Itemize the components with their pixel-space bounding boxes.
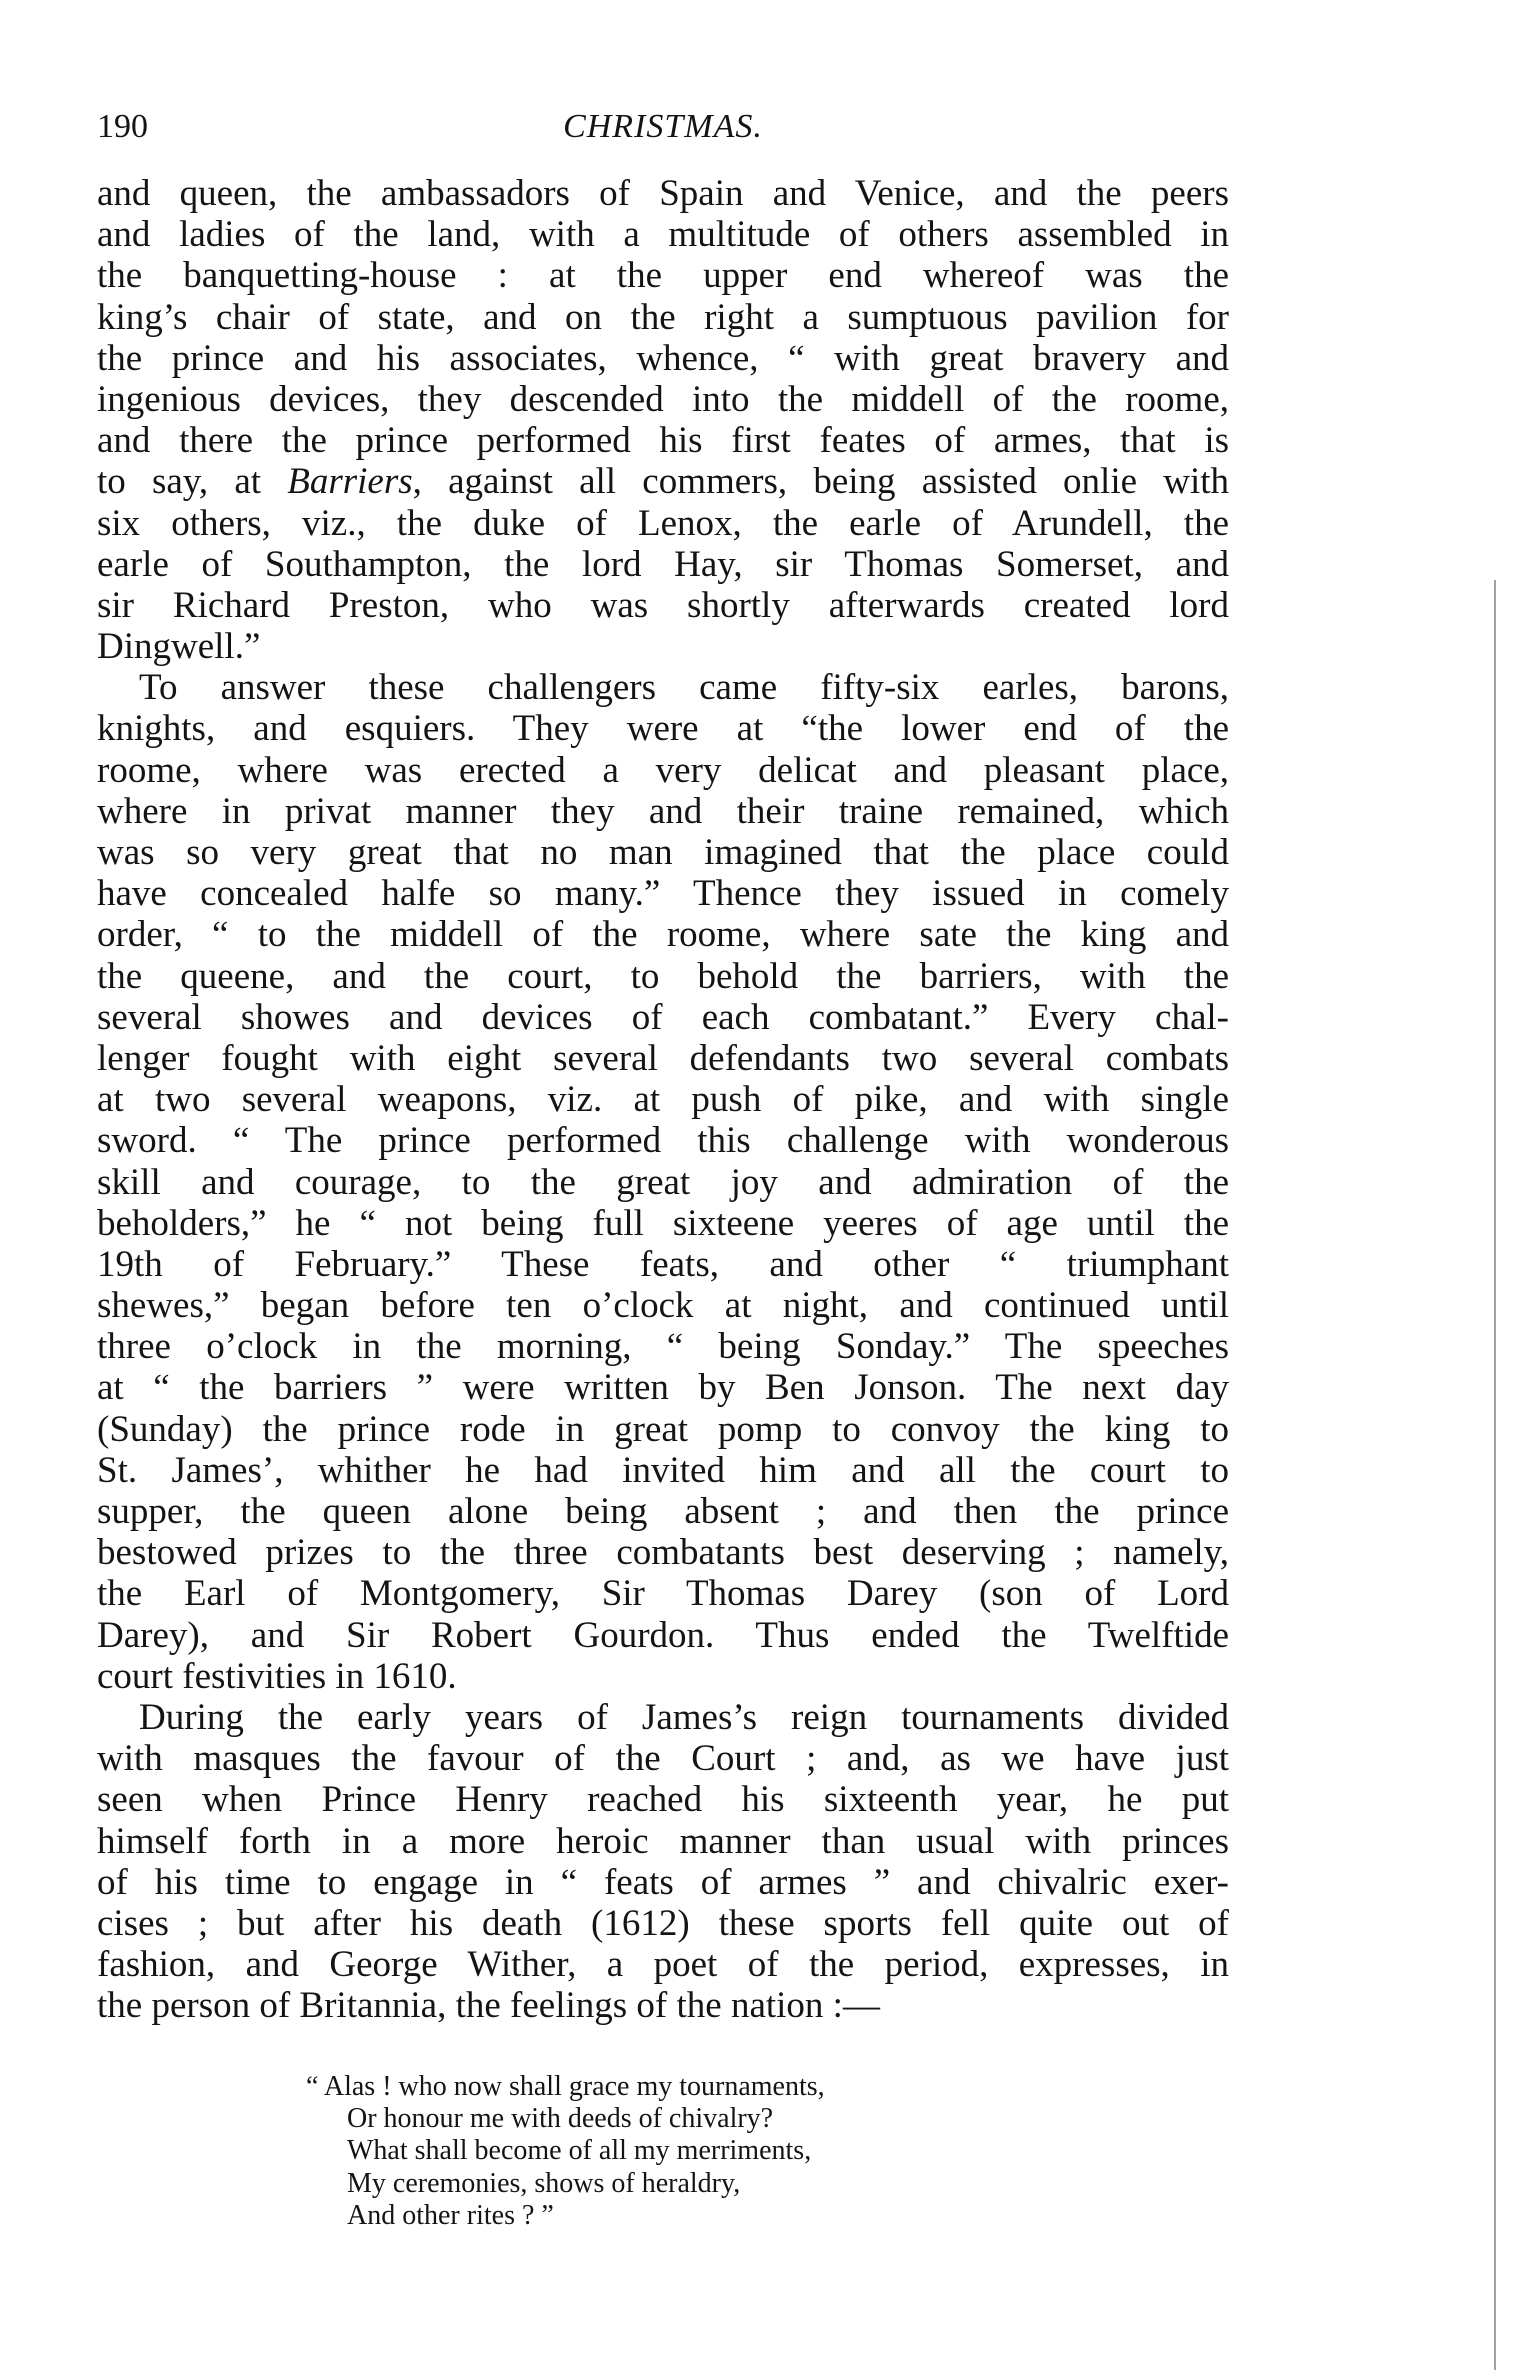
poem-quotation xyxy=(306,2071,825,2232)
text-line: court festivities in 1610. xyxy=(97,1655,457,1697)
text-line: lenger fought with eight several defendants two several combats xyxy=(97,1037,1229,1079)
page-number: 190 xyxy=(97,108,148,145)
text-line: the prince and his associates, whence, “ with great bravery and xyxy=(97,337,1229,379)
text-line: earle of Southampton, the lord Hay, sir Thomas Somerset, and xyxy=(97,543,1229,585)
poem-line: What shall become of all my merriments, xyxy=(347,2135,812,2167)
text-line: knights, and esquiers. They were at “the lower end of the xyxy=(97,708,1229,750)
paragraph xyxy=(97,1697,1229,2027)
poem-line: And other rites ? ” xyxy=(347,2199,554,2231)
text-line: was so very great that no man imagined that the place could xyxy=(97,832,1229,873)
text-line: have concealed halfe so many.” Thence they issued in comely xyxy=(97,873,1229,915)
text-line: the queene, and the court, to behold the barriers, with the xyxy=(97,955,1229,997)
text-line: where in privat manner they and their traine remained, which xyxy=(97,790,1229,832)
text-line: St. James’, whither he had invited him and all the court to xyxy=(97,1449,1229,1491)
text-line: ingenious devices, they descended into the middell of the roome, xyxy=(97,378,1229,420)
poem-line: My ceremonies, shows of heraldry, xyxy=(347,2167,741,2199)
text-line: beholders,” he “ not being full sixteene yeeres of age until the xyxy=(97,1202,1229,1244)
text-line: To answer these challengers came fifty-six earles, barons, xyxy=(139,667,1229,709)
text-line: and ladies of the land, with a multitude of others assembled in xyxy=(97,214,1229,256)
text-line: bestowed prizes to the three combatants best deserving ; namely, xyxy=(97,1532,1229,1574)
text-line: three o’clock in the morning, “ being Sonday.” The speeches xyxy=(97,1326,1229,1368)
text-line: himself forth in a more heroic manner than usual with princes xyxy=(97,1820,1229,1862)
text-line: 19th of February.” These feats, and other “ triumphant xyxy=(97,1243,1229,1285)
text-line: supper, the queen alone being absent ; and then the prince xyxy=(97,1491,1229,1532)
text-line: Darey), and Sir Robert Gourdon. Thus ended the Twelftide xyxy=(97,1614,1229,1656)
text-line: at “ the barriers ” were written by Ben Jonson. The next day xyxy=(97,1367,1229,1409)
text-line: and queen, the ambassadors of Spain and Venice, and the peers xyxy=(97,173,1229,214)
text-line: with masques the favour of the Court ; and, as we have just xyxy=(97,1738,1229,1780)
poem-line: Or honour me with deeds of chivalry? xyxy=(347,2103,774,2135)
page-header xyxy=(97,106,1229,148)
text-line: and there the prince performed his first feates of armes, that is xyxy=(97,420,1229,462)
text-line: of his time to engage in “ feats of armes ” and chivalric exer- xyxy=(97,1861,1229,1903)
text-line: roome, where was erected a very delicat and pleasant place, xyxy=(97,749,1229,791)
text-line: During the early years of James’s reign tournaments divided xyxy=(139,1696,1229,1738)
paragraph xyxy=(97,173,1229,667)
text-line: fashion, and George Wither, a poet of the period, expresses, in xyxy=(97,1944,1229,1986)
poem-line: “ Alas ! who now shall grace my tournaments, xyxy=(306,2071,825,2102)
running-title: CHRISTMAS. xyxy=(563,108,763,145)
text-line: sir Richard Preston, who was shortly afterwards created lord xyxy=(97,584,1229,626)
text-line: the banquetting-house : at the upper end whereof was the xyxy=(97,255,1229,297)
text-line: cises ; but after his death (1612) these sports fell quite out of xyxy=(97,1902,1229,1944)
text-line: at two several weapons, viz. at push of pike, and with single xyxy=(97,1079,1229,1121)
text-line: sword. “ The prince performed this challenge with wonderous xyxy=(97,1120,1229,1162)
paragraph xyxy=(97,667,1229,1697)
text-line: Dingwell.” xyxy=(97,626,261,668)
text-line: six others, viz., the duke of Lenox, the earle of Arundell, the xyxy=(97,502,1229,544)
text-line: skill and courage, to the great joy and admiration of the xyxy=(97,1161,1229,1203)
text-line: to say, at Barriers, against all commers, being assisted onlie with xyxy=(97,461,1229,503)
text-line: the person of Britannia, the feelings of the nation :— xyxy=(97,1985,880,2027)
text-line: order, “ to the middell of the roome, where sate the king and xyxy=(97,914,1229,956)
binding-edge xyxy=(1494,580,1496,2370)
italic-word: Barriers xyxy=(287,461,413,503)
text-line: shewes,” began before ten o’clock at night, and continued until xyxy=(97,1285,1229,1327)
text-line: seen when Prince Henry reached his sixteenth year, he put xyxy=(97,1779,1229,1821)
text-line: several showes and devices of each combatant.” Every chal- xyxy=(97,996,1229,1038)
text-line: (Sunday) the prince rode in great pomp to convoy the king to xyxy=(97,1408,1229,1450)
body-text xyxy=(97,173,1229,2026)
text-line: king’s chair of state, and on the right a sumptuous pavilion for xyxy=(97,296,1229,338)
text-line: the Earl of Montgomery, Sir Thomas Darey (son of Lord xyxy=(97,1573,1229,1615)
